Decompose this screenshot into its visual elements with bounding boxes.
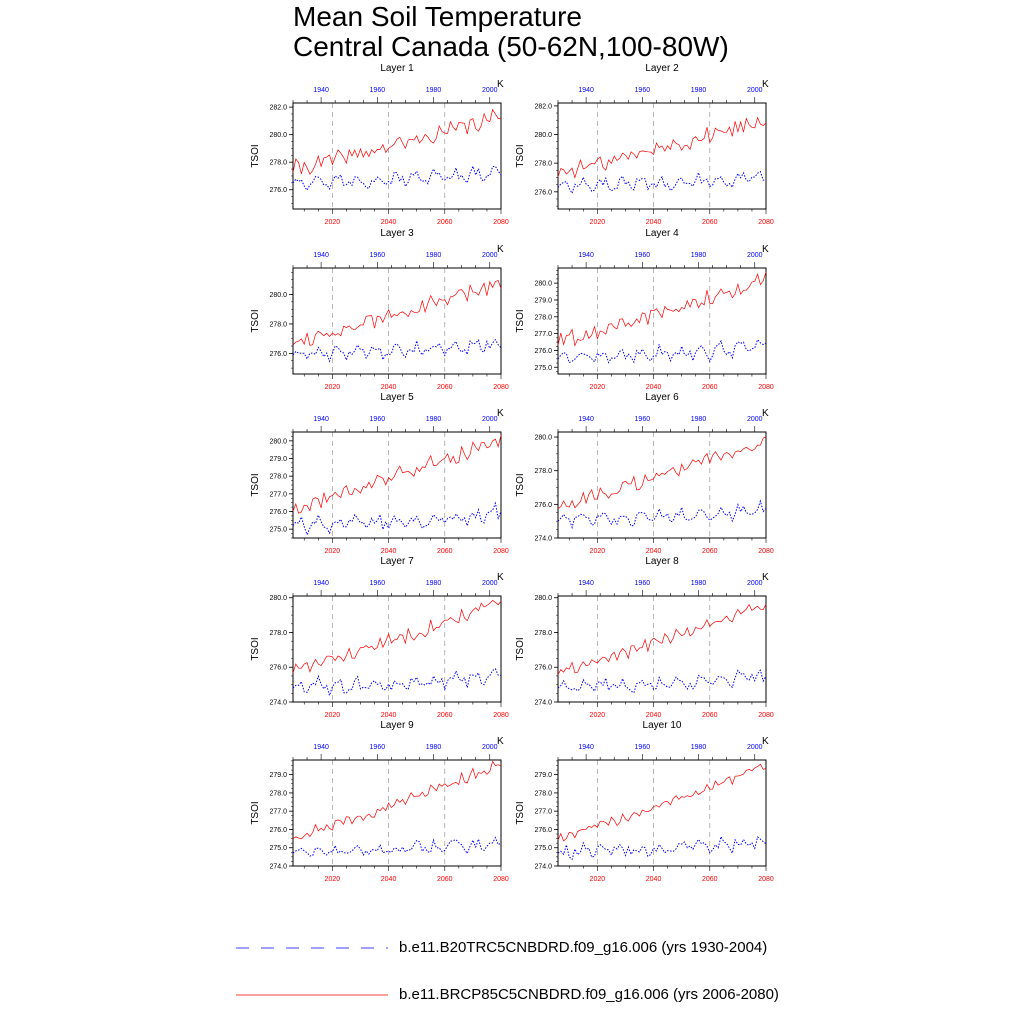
series-rcp85-line <box>293 601 501 674</box>
plot-frame <box>558 103 766 209</box>
panel-4 <box>515 228 774 391</box>
panel-title: Layer 6 <box>645 392 679 403</box>
panel-3 <box>250 228 509 391</box>
top-tick-label: 2000 <box>481 252 498 259</box>
y-tick-label: 279.0 <box>534 772 552 780</box>
top-tick-label: 1980 <box>690 87 707 94</box>
top-tick-label: 2000 <box>746 744 763 751</box>
series-rcp85-line <box>558 437 766 509</box>
top-tick-label: 1940 <box>578 580 594 587</box>
series-rcp85-line <box>293 280 501 345</box>
series-historical-line <box>293 340 501 362</box>
y-tick-label: 277.0 <box>269 808 287 816</box>
bottom-tick-label: 2020 <box>324 384 341 391</box>
units-label: K <box>497 244 504 255</box>
units-label: K <box>497 736 504 747</box>
y-tick-label: 278.0 <box>269 790 287 798</box>
top-tick-label: 1980 <box>425 416 442 423</box>
y-tick-label: 280.0 <box>534 280 552 288</box>
panel-title: Layer 10 <box>642 720 682 731</box>
bottom-tick-label: 2040 <box>645 219 662 226</box>
y-tick-label: 278.0 <box>534 629 552 637</box>
bottom-tick-label: 2080 <box>493 384 509 391</box>
bottom-tick-label: 2040 <box>380 384 397 391</box>
units-label: K <box>762 736 769 747</box>
top-tick-label: 1980 <box>690 580 707 587</box>
y-tick-label: 276.0 <box>534 826 552 834</box>
panel-title: Layer 1 <box>380 63 414 74</box>
y-tick-label: 279.0 <box>534 297 552 305</box>
y-tick-label: 276.0 <box>269 187 287 195</box>
y-tick-label: 278.0 <box>269 473 287 481</box>
top-tick-label: 1960 <box>369 744 386 751</box>
y-tick-label: 277.0 <box>534 808 552 816</box>
y-tick-label: 280.0 <box>534 132 552 140</box>
y-tick-label: 280.0 <box>269 438 287 446</box>
units-label: K <box>497 408 504 419</box>
series-rcp85-line <box>293 762 501 839</box>
legend-label-historical: b.e11.B20TRC5CNBDRD.f09_g16.006 (yrs 1930-2004) <box>399 939 768 956</box>
top-tick-label: 1960 <box>369 416 386 423</box>
y-tick-label: 274.0 <box>534 535 552 543</box>
plot-frame <box>293 103 501 209</box>
top-tick-label: 1960 <box>369 87 386 94</box>
bottom-tick-label: 2020 <box>589 548 606 555</box>
series-historical-line <box>293 503 501 534</box>
plot-frame <box>558 596 766 702</box>
bottom-tick-label: 2060 <box>436 384 453 391</box>
units-label: K <box>762 79 769 90</box>
top-tick-label: 1980 <box>425 744 442 751</box>
bottom-tick-label: 2040 <box>645 876 662 883</box>
top-tick-label: 1940 <box>313 252 329 259</box>
top-tick-label: 2000 <box>746 252 763 259</box>
bottom-tick-label: 2080 <box>758 712 774 719</box>
y-tick-label: 276.0 <box>534 347 552 355</box>
bottom-tick-label: 2020 <box>324 876 341 883</box>
y-tick-label: 278.0 <box>534 790 552 798</box>
y-axis-label: TSOI <box>250 473 261 497</box>
bottom-tick-label: 2020 <box>324 219 341 226</box>
y-tick-label: 276.0 <box>269 509 287 516</box>
panel-title: Layer 3 <box>380 228 414 239</box>
figure-title-line-2: Central Canada (50-62N,100-80W) <box>293 31 729 62</box>
series-historical-line <box>558 501 766 527</box>
y-tick-label: 276.0 <box>534 501 552 509</box>
plot-frame <box>293 268 501 374</box>
y-tick-label: 274.0 <box>534 699 552 707</box>
bottom-tick-label: 2020 <box>589 712 606 719</box>
plot-frame <box>558 268 766 374</box>
panel-9 <box>250 720 509 883</box>
y-tick-label: 280.0 <box>534 595 552 603</box>
bottom-tick-label: 2080 <box>493 219 509 226</box>
y-tick-label: 276.0 <box>269 350 287 358</box>
y-tick-label: 280.0 <box>269 595 287 603</box>
panel-title: Layer 8 <box>645 556 679 567</box>
bottom-tick-label: 2060 <box>701 384 718 391</box>
y-tick-label: 278.0 <box>269 629 287 637</box>
bottom-tick-label: 2080 <box>758 384 774 391</box>
y-tick-label: 280.0 <box>269 292 287 299</box>
bottom-tick-label: 2040 <box>380 548 397 555</box>
top-tick-label: 1980 <box>690 252 707 259</box>
y-axis-label: TSOI <box>250 801 261 825</box>
top-tick-label: 1980 <box>690 416 707 423</box>
top-tick-label: 1940 <box>578 416 594 423</box>
y-tick-label: 275.0 <box>269 526 287 534</box>
units-label: K <box>497 572 504 583</box>
units-label: K <box>762 572 769 583</box>
bottom-tick-label: 2060 <box>436 876 453 883</box>
top-tick-label: 1960 <box>369 580 386 587</box>
units-label: K <box>497 79 504 90</box>
top-tick-label: 1940 <box>313 416 329 423</box>
y-tick-label: 282.0 <box>269 104 287 112</box>
series-rcp85-line <box>558 118 766 178</box>
bottom-tick-label: 2060 <box>436 219 453 226</box>
series-historical-line <box>558 670 766 693</box>
panel-5 <box>250 392 509 555</box>
y-axis-label: TSOI <box>250 637 261 661</box>
top-tick-label: 1940 <box>578 744 594 751</box>
top-tick-label: 1940 <box>313 580 329 587</box>
panel-7 <box>250 556 509 719</box>
y-axis-label: TSOI <box>250 309 261 333</box>
y-tick-label: 278.0 <box>269 321 287 329</box>
y-tick-label: 277.0 <box>534 331 552 339</box>
bottom-tick-label: 2060 <box>701 876 718 883</box>
panel-title: Layer 5 <box>380 392 414 403</box>
y-tick-label: 280.0 <box>534 434 552 442</box>
top-tick-label: 1980 <box>425 252 442 259</box>
y-axis-label: TSOI <box>515 144 526 168</box>
top-tick-label: 1980 <box>425 87 442 94</box>
series-rcp85-line <box>558 272 766 346</box>
top-tick-label: 1960 <box>634 87 651 94</box>
y-tick-label: 278.0 <box>534 160 552 168</box>
y-tick-label: 274.0 <box>269 699 287 707</box>
y-tick-label: 280.0 <box>269 132 287 140</box>
y-tick-label: 282.0 <box>534 103 552 111</box>
top-tick-label: 1940 <box>578 252 594 259</box>
top-tick-label: 2000 <box>746 416 763 423</box>
y-tick-label: 275.0 <box>534 364 552 372</box>
bottom-tick-label: 2040 <box>645 384 662 391</box>
panel-1 <box>250 63 509 226</box>
bottom-tick-label: 2020 <box>324 548 341 555</box>
units-label: K <box>762 408 769 419</box>
y-axis-label: TSOI <box>515 309 526 333</box>
bottom-tick-label: 2060 <box>701 712 718 719</box>
bottom-tick-label: 2020 <box>324 712 341 719</box>
series-historical-line <box>293 838 501 856</box>
bottom-tick-label: 2080 <box>493 548 509 555</box>
bottom-tick-label: 2080 <box>758 219 774 226</box>
top-tick-label: 2000 <box>746 580 763 587</box>
bottom-tick-label: 2040 <box>380 219 397 226</box>
y-tick-label: 278.0 <box>269 159 287 167</box>
top-tick-label: 1960 <box>634 416 651 423</box>
y-tick-label: 278.0 <box>534 468 552 476</box>
bottom-tick-label: 2060 <box>701 219 718 226</box>
bottom-tick-label: 2040 <box>645 548 662 555</box>
top-tick-label: 1940 <box>313 744 329 751</box>
plot-frame <box>293 432 501 538</box>
series-rcp85-line <box>293 110 501 175</box>
bottom-tick-label: 2040 <box>380 876 397 883</box>
plot-frame <box>558 432 766 538</box>
bottom-tick-label: 2080 <box>758 548 774 555</box>
panel-10 <box>515 720 774 883</box>
figure-title-line-1: Mean Soil Temperature <box>293 1 582 32</box>
top-tick-label: 2000 <box>481 87 498 94</box>
top-tick-label: 1960 <box>634 252 651 259</box>
panel-title: Layer 7 <box>380 556 414 567</box>
top-tick-label: 2000 <box>481 580 498 587</box>
bottom-tick-label: 2040 <box>645 712 662 719</box>
series-rcp85-line <box>558 604 766 674</box>
top-tick-label: 1980 <box>690 744 707 751</box>
bottom-tick-label: 2020 <box>589 384 606 391</box>
panel-6 <box>515 392 774 555</box>
bottom-tick-label: 2060 <box>436 712 453 719</box>
panel-title: Layer 4 <box>645 228 679 239</box>
bottom-tick-label: 2080 <box>493 712 509 719</box>
y-tick-label: 279.0 <box>269 772 287 780</box>
series-rcp85-line <box>293 435 501 513</box>
y-tick-label: 276.0 <box>534 189 552 197</box>
plot-frame <box>293 596 501 702</box>
y-axis-label: TSOI <box>250 144 261 168</box>
y-tick-label: 277.0 <box>269 491 287 499</box>
bottom-tick-label: 2020 <box>589 876 606 883</box>
top-tick-label: 1960 <box>634 580 651 587</box>
panel-title: Layer 2 <box>645 63 679 74</box>
series-rcp85-line <box>558 764 766 841</box>
y-axis-label: TSOI <box>515 637 526 661</box>
y-tick-label: 276.0 <box>269 826 287 834</box>
y-tick-label: 275.0 <box>269 845 287 853</box>
top-tick-label: 1940 <box>578 87 594 94</box>
bottom-tick-label: 2020 <box>589 219 606 226</box>
y-tick-label: 278.0 <box>534 314 552 322</box>
bottom-tick-label: 2080 <box>493 876 509 883</box>
bottom-tick-label: 2080 <box>758 876 774 883</box>
y-axis-label: TSOI <box>515 473 526 497</box>
y-tick-label: 276.0 <box>534 664 552 672</box>
panel-title: Layer 9 <box>380 720 414 731</box>
top-tick-label: 2000 <box>481 416 498 423</box>
series-historical-line <box>558 837 766 860</box>
top-tick-label: 2000 <box>746 87 763 94</box>
y-tick-label: 274.0 <box>534 863 552 871</box>
bottom-tick-label: 2040 <box>380 712 397 719</box>
panel-8 <box>515 556 774 719</box>
panel-2 <box>515 63 774 226</box>
y-tick-label: 279.0 <box>269 456 287 463</box>
legend-label-rcp85: b.e11.BRCP85C5CNBDRD.f09_g16.006 (yrs 2006-2080) <box>399 986 779 1003</box>
bottom-tick-label: 2060 <box>701 548 718 555</box>
y-tick-label: 276.0 <box>269 664 287 672</box>
top-tick-label: 2000 <box>481 744 498 751</box>
y-tick-label: 275.0 <box>534 845 552 853</box>
series-historical-line <box>558 340 766 363</box>
series-historical-line <box>293 669 501 696</box>
top-tick-label: 1960 <box>634 744 651 751</box>
panel-grid <box>250 63 774 883</box>
top-tick-label: 1980 <box>425 580 442 587</box>
top-tick-label: 1960 <box>369 252 386 259</box>
top-tick-label: 1940 <box>313 87 329 94</box>
units-label: K <box>762 244 769 255</box>
series-historical-line <box>558 172 766 194</box>
series-historical-line <box>293 166 501 190</box>
y-tick-label: 274.0 <box>269 863 287 871</box>
bottom-tick-label: 2060 <box>436 548 453 555</box>
y-axis-label: TSOI <box>515 801 526 825</box>
